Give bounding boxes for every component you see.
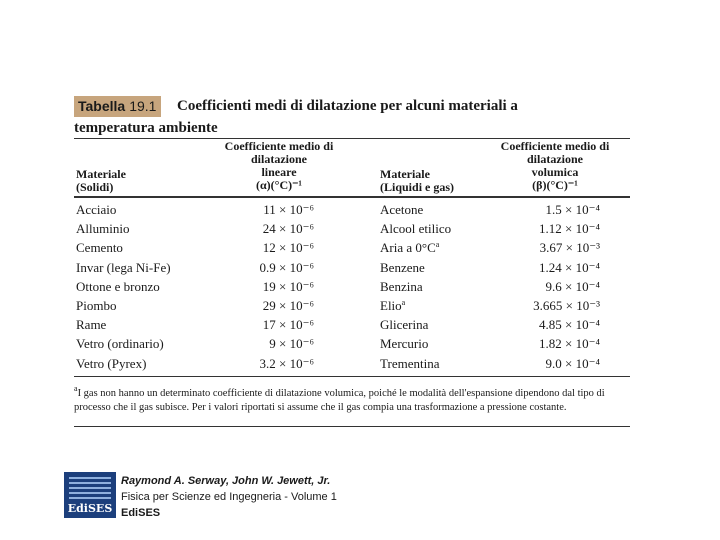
liquid-material-cell	[380, 260, 425, 276]
solid-material-cell: Ottone e bronzo	[76, 278, 160, 294]
table-row	[74, 298, 630, 317]
liquid-material-name: Benzina	[380, 278, 423, 294]
header-volume-coeff	[479, 140, 631, 192]
table-row	[74, 202, 630, 221]
liquid-material-name: Benzene	[380, 259, 425, 275]
liquid-material-name: Alcool etilico	[380, 221, 452, 237]
header-linear-coeff-line3: lineare	[261, 165, 297, 179]
solid-material-cell: Vetro (ordinario)	[76, 336, 164, 352]
footnote-text: I gas non hanno un determinato coefficiente di dilatazione volumica, poiché le modalità dell'espansione dipendono dal tipo di processo che il gas subisce. Per i valori riportati si assume che il gas compia una trasformazione a pressione costante.	[74, 388, 605, 413]
solid-material-cell: Rame	[76, 317, 107, 333]
header-bottom-rule	[74, 196, 630, 198]
alpha-value-cell: 12 × 10⁻⁶	[262, 240, 314, 256]
beta-value-cell: 3.67 × 10⁻³	[539, 240, 600, 256]
beta-value-cell: 1.82 × 10⁻⁴	[539, 336, 600, 352]
book-publisher: EdiSES	[121, 507, 161, 519]
solid-material-cell: Invar (lega Ni-Fe)	[76, 259, 171, 275]
liquid-material-cell	[380, 298, 405, 314]
header-solid-material	[76, 168, 126, 194]
footnote-bottom-rule	[74, 426, 630, 427]
solid-material-cell: Alluminio	[76, 221, 130, 237]
beta-value-cell: 9.6 × 10⁻⁴	[545, 278, 600, 294]
liquid-material-name: Trementina	[380, 355, 440, 371]
data-table	[74, 96, 630, 413]
header-linear-coeff-line2: dilatazione	[251, 152, 307, 166]
alpha-value-cell: 29 × 10⁻⁶	[262, 298, 314, 313]
book-title: Fisica per Scienze ed Ingegneria - Volume 1	[121, 491, 337, 503]
alpha-value-cell: 19 × 10⁻⁶	[262, 278, 314, 294]
alpha-value-cell: 17 × 10⁻⁶	[262, 317, 314, 333]
solid-material-cell: Cemento	[76, 240, 123, 256]
header-volume-coeff-line1: Coefficiente medio di	[500, 139, 610, 153]
badge-number: 19.1	[129, 98, 157, 114]
book-authors: Raymond A. Serway, John W. Jewett, Jr.	[121, 475, 331, 487]
liquid-material-name: Glicerina	[380, 317, 429, 333]
table-row	[74, 240, 630, 259]
header-solid-material-line1: Materiale	[76, 167, 126, 181]
ediSES-logo	[64, 472, 116, 518]
liquid-material-name: Elio	[380, 298, 402, 313]
table-title-row	[74, 96, 630, 116]
liquid-material-cell	[380, 317, 428, 333]
alpha-value-cell: 11 × 10⁻⁶	[263, 202, 314, 217]
solid-material-cell: Vetro (Pyrex)	[76, 355, 147, 371]
liquid-material-cell	[380, 240, 439, 256]
table-row	[74, 336, 630, 355]
table-footnote	[74, 382, 634, 415]
footnote-ref: a	[435, 240, 440, 250]
logo-text: EdiSES	[67, 502, 113, 515]
header-liquid-material-line1: Materiale	[380, 167, 430, 181]
table-row	[74, 279, 630, 298]
beta-value-cell: 1.5 × 10⁻⁴	[545, 202, 600, 217]
header-linear-coeff-line1: Coefficiente medio di	[224, 139, 334, 153]
alpha-value-cell: 24 × 10⁻⁶	[262, 221, 314, 237]
beta-value-cell: 1.12 × 10⁻⁴	[539, 221, 600, 237]
alpha-value-cell: 3.2 × 10⁻⁶	[259, 355, 314, 371]
beta-value-cell: 4.85 × 10⁻⁴	[539, 317, 600, 333]
footnote-ref: a	[401, 298, 406, 307]
body-bottom-rule	[74, 376, 630, 377]
liquid-material-cell	[380, 221, 451, 237]
header-volume-coeff-line3: volumica	[531, 165, 579, 179]
solid-material-cell: Piombo	[76, 298, 117, 313]
table-row	[74, 221, 630, 240]
badge-word: Tabella	[78, 98, 126, 114]
header-linear-coeff-line4: (α)(°C)⁻¹	[255, 178, 303, 192]
header-solid-material-line2: (Solidi)	[76, 180, 114, 194]
table-row	[74, 260, 630, 279]
liquid-material-name: Aria a 0°C	[380, 240, 436, 256]
beta-value-cell: 1.24 × 10⁻⁴	[539, 259, 600, 275]
beta-value-cell: 9.0 × 10⁻⁴	[545, 355, 600, 371]
header-linear-coeff	[204, 140, 354, 192]
book-info	[121, 473, 337, 521]
footnote-marker: a	[74, 384, 78, 393]
header-liquid-material-line2: (Liquidi e gas)	[380, 180, 455, 194]
table-title-line2: temperatura ambiente	[74, 120, 218, 136]
liquid-material-name: Acetone	[380, 202, 424, 217]
alpha-value-cell: 0.9 × 10⁻⁶	[259, 259, 314, 275]
table-title-line1: Coefficienti medi di dilatazione per alcuni materiali a	[177, 98, 518, 114]
table-row	[74, 317, 630, 336]
liquid-material-name: Mercurio	[380, 336, 429, 352]
solid-material-cell: Acciaio	[76, 202, 117, 217]
alpha-value-cell: 9 × 10⁻⁶	[269, 336, 314, 352]
table-row	[74, 356, 630, 375]
liquid-material-cell	[380, 279, 423, 295]
table-badge	[74, 96, 161, 117]
header-volume-coeff-line4: (β)(°C)⁻¹	[532, 178, 578, 192]
header-liquid-material	[380, 168, 454, 194]
liquid-material-cell	[380, 202, 423, 218]
liquid-material-cell	[380, 336, 428, 352]
liquid-material-cell	[380, 356, 439, 372]
logo-book-icon	[69, 477, 111, 499]
beta-value-cell: 3.665 × 10⁻³	[533, 298, 600, 313]
header-volume-coeff-line2: dilatazione	[527, 152, 583, 166]
